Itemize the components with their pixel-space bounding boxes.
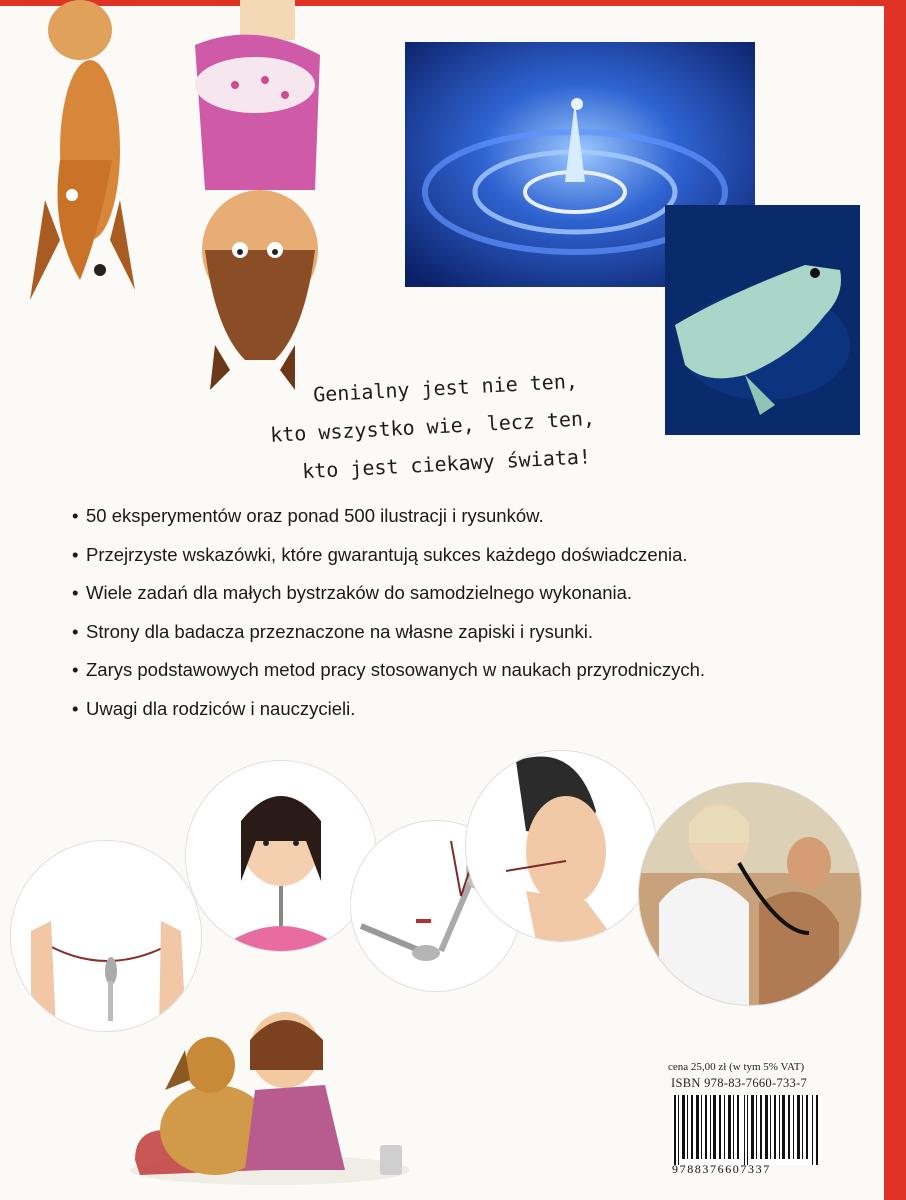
- price-label: cena 25,00 zł (w tym 5% VAT): [668, 1061, 805, 1073]
- red-spine: [884, 0, 906, 1200]
- girl-illustration: [185, 0, 335, 395]
- quote-line-3: kto jest ciekawy świata!: [301, 444, 592, 484]
- list-item: • Zarys podstawowych metod pracy stosowanych w naukach przyrodniczych.: [72, 659, 705, 680]
- barcode-number: 9788376607337: [672, 1162, 771, 1176]
- barcode: [672, 1095, 822, 1165]
- girl-dog-stethoscope-illustration: [125, 1010, 415, 1185]
- quote-line-2: kto wszystko wie, lecz ten,: [269, 405, 596, 447]
- list-item: • Uwagi dla rodziców i nauczycieli.: [72, 697, 356, 719]
- list-item: • Wiele zadań dla małych bystrzaków do samodzielnego wykonania.: [72, 582, 633, 603]
- list-item: • 50 eksperymentów oraz ponad 500 ilustracji i rysunków.: [72, 505, 544, 526]
- fox-illustration: [20, 0, 140, 310]
- handwritten-quote: [267, 358, 652, 492]
- list-item: • Przejrzyste wskazówki, które gwarantują sukces każdego doświadczenia.: [72, 543, 688, 565]
- man-listening-illustration: [465, 750, 657, 942]
- spoon-string-illustration: [10, 840, 202, 1032]
- feature-list: [72, 505, 862, 736]
- quote-line-1: Genialny jest nie ten,: [312, 368, 579, 407]
- isbn-label: ISBN 978-83-7660-733-7: [671, 1076, 808, 1090]
- polar-bear-photo: [665, 205, 860, 435]
- girl-listening-illustration: [185, 760, 377, 952]
- list-item: • Strony dla badacza przeznaczone na własne zapiski i rysunki.: [72, 620, 593, 642]
- doctor-stethoscope-photo: [638, 782, 862, 1006]
